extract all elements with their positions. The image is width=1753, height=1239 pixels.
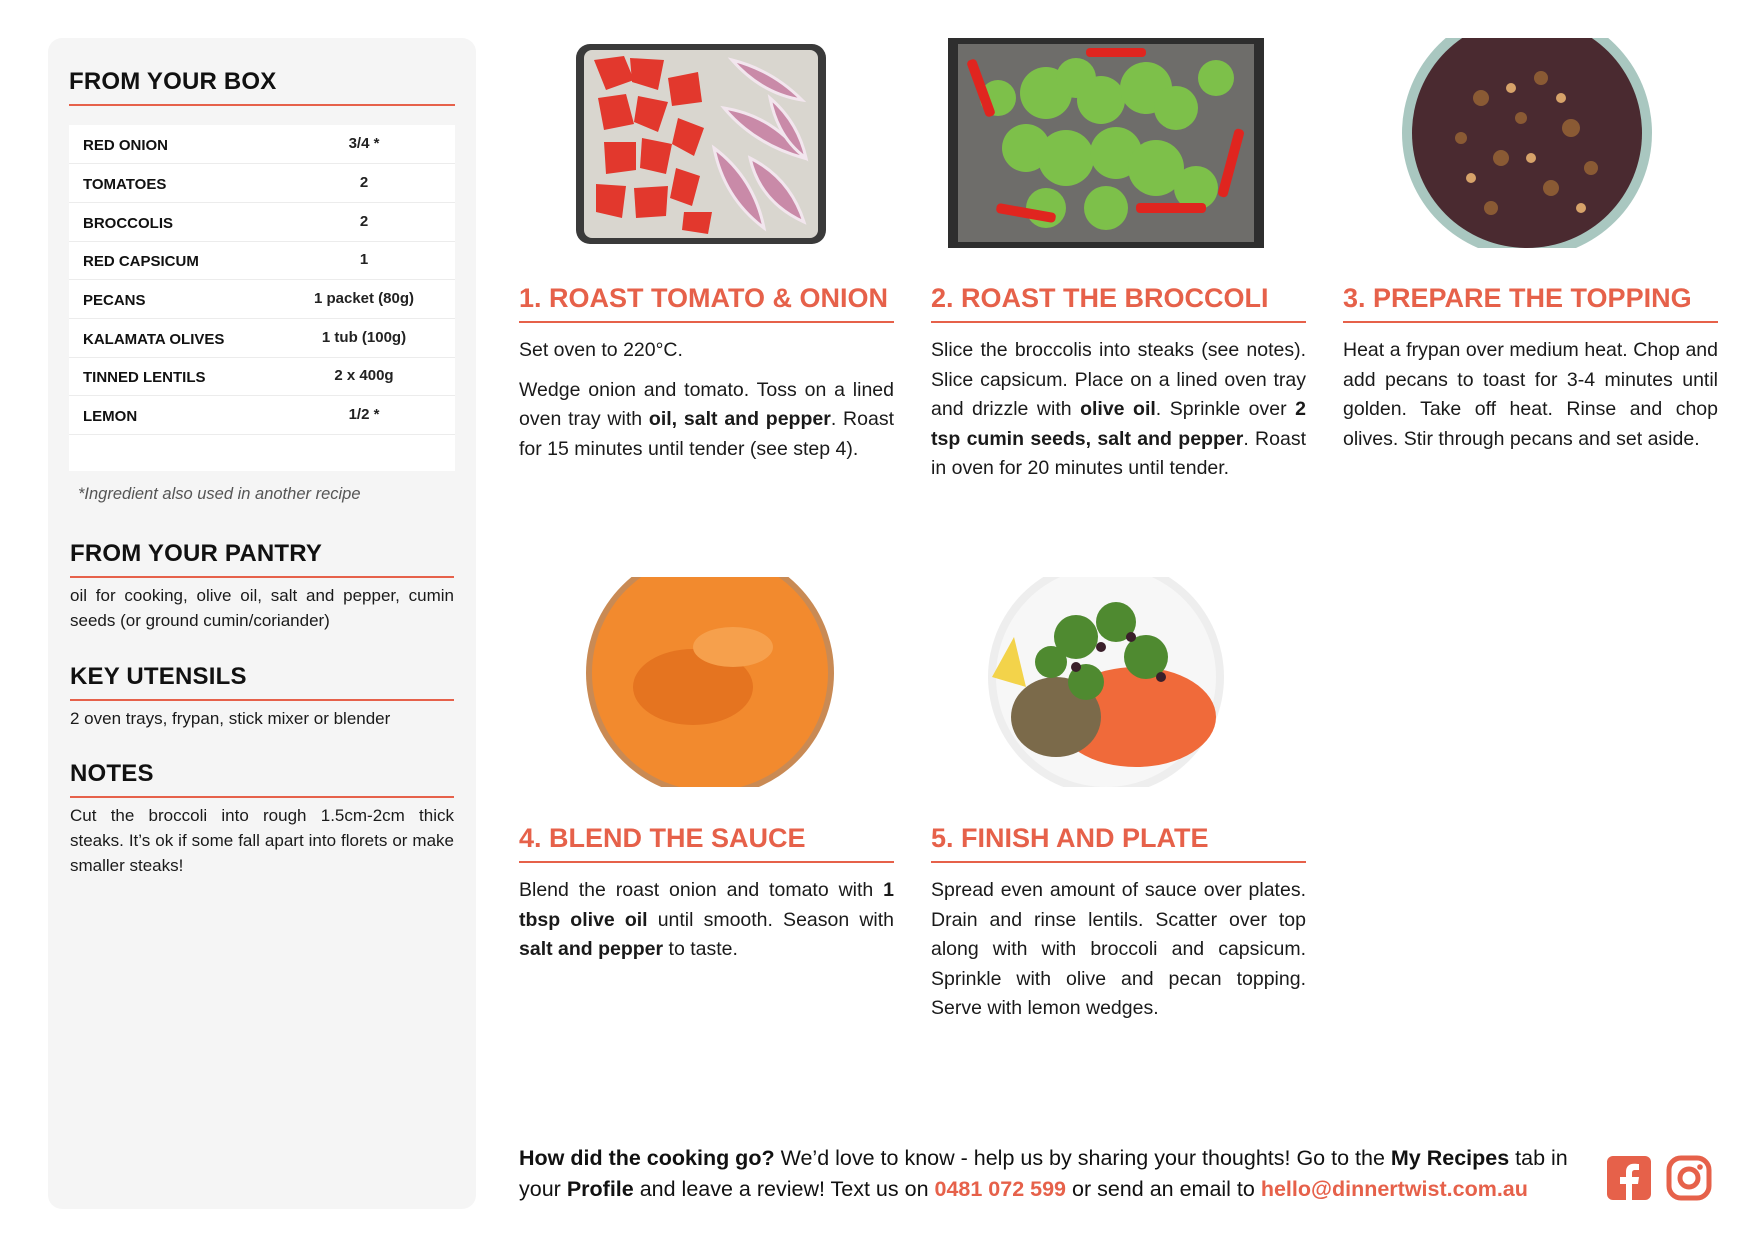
pantry-text: oil for cooking, olive oil, salt and pepper, cumin seeds (or ground cumin/coriander) — [70, 586, 454, 630]
ingredient-name: TINNED LENTILS — [83, 369, 206, 386]
ingredient-name: RED CAPSICUM — [83, 253, 199, 270]
step-2-body — [931, 336, 1306, 494]
email-link[interactable]: hello@dinnertwist.com.au — [1260, 1177, 1528, 1201]
step-3-title: 3. PREPARE THE TOPPING — [1343, 283, 1718, 323]
step-4-title: 4. BLEND THE SAUCE — [519, 823, 894, 863]
step-2-title: 2. ROAST THE BROCCOLI — [931, 283, 1306, 323]
ingredient-name: BROCCOLIS — [83, 215, 173, 232]
pantry-heading: FROM YOUR PANTRY — [70, 540, 454, 578]
step-1-text: Set oven to 220°C. — [519, 339, 683, 361]
feedback-footer: How did the cooking go? We’d love to know - help us by sharing your thoughts! Go to the My Recipes tab in your Profile and leave a review! Text us on 0481 072 599 or send an email to hello@dinnertwist.com.au — [519, 1146, 1568, 1201]
facebook-icon[interactable] — [1605, 1154, 1653, 1202]
ingredient-name: LEMON — [83, 408, 138, 425]
table-row — [69, 241, 455, 280]
blended-sauce-photo — [518, 577, 890, 787]
ingredient-qty: 3/4 * — [348, 135, 380, 152]
utensils-heading: KEY UTENSILS — [70, 663, 454, 701]
table-row — [69, 280, 455, 319]
step-3-body — [1343, 336, 1718, 464]
ingredient-qty: 1 — [359, 251, 369, 268]
phone-link[interactable]: 0481 072 599 — [934, 1177, 1067, 1201]
step-4-text: Blend the roast onion and tomato with 1 tbsp olive oil until smooth. Season with salt and pepper to taste. — [519, 879, 894, 960]
step-4-body — [519, 876, 894, 975]
table-row — [69, 357, 455, 396]
finished-plate-photo — [936, 577, 1308, 787]
profile-link[interactable]: Profile — [566, 1177, 634, 1201]
table-row — [69, 319, 455, 358]
step-5-body — [931, 876, 1306, 1034]
step-2-text: Slice the broccolis into steaks (see notes). Slice capsicum. Place on a lined oven tray and drizzle with olive oil. Sprinkle over 2 tsp cumin seeds, salt and pepper. Roast in oven for 20 minutes until tender. — [931, 339, 1306, 479]
roast-broccoli-photo — [936, 38, 1308, 248]
table-row — [69, 164, 455, 203]
my-recipes-link[interactable]: My Recipes — [1390, 1146, 1510, 1170]
ingredient-qty: 2 — [359, 213, 369, 230]
ingredient-qty: 1/2 * — [348, 406, 380, 423]
ingredient-qty: 1 packet (80g) — [313, 290, 415, 307]
ingredient-name: RED ONION — [83, 137, 169, 154]
step-1-text: Wedge onion and tomato. Toss on a lined oven tray with oil, salt and pepper. Roast for 15 minutes until tender (see step 4). — [519, 378, 895, 460]
ingredient-footnote: *Ingredient also used in another recipe — [78, 485, 361, 503]
table-row — [69, 396, 455, 435]
notes-heading: NOTES — [70, 760, 454, 798]
step-1-body — [519, 336, 894, 474]
step-5-title: 5. FINISH AND PLATE — [931, 823, 1306, 863]
pecan-olive-topping-photo — [1341, 38, 1713, 248]
ingredient-table — [69, 125, 455, 471]
roast-tomato-onion-photo — [518, 38, 890, 248]
ingredient-name: PECANS — [83, 292, 146, 309]
step-1-title: 1. ROAST TOMATO & ONION — [519, 283, 894, 323]
table-row — [69, 125, 455, 164]
from-your-box-heading: FROM YOUR BOX — [69, 68, 455, 106]
notes-text: Cut the broccoli into rough 1.5cm-2cm thick steaks. It’s ok if some fall apart into florets or make smaller steaks! — [70, 806, 454, 875]
feedback-question: How did the cooking go? — [519, 1146, 775, 1170]
ingredient-name: KALAMATA OLIVES — [83, 331, 225, 348]
ingredient-qty: 1 tub (100g) — [321, 329, 407, 346]
ingredient-qty: 2 x 400g — [334, 367, 394, 384]
step-3-text: Heat a frypan over medium heat. Chop and add pecans to toast for 3-4 minutes until golden. Take off heat. Rinse and chop olives. Stir through pecans and set aside. — [1343, 339, 1718, 450]
utensils-text: 2 oven trays, frypan, stick mixer or blender — [70, 709, 391, 728]
table-row — [69, 203, 455, 242]
instagram-icon[interactable] — [1665, 1154, 1713, 1202]
ingredient-qty: 2 — [359, 174, 369, 191]
ingredient-name: TOMATOES — [83, 176, 167, 193]
step-5-text: Spread even amount of sauce over plates. Drain and rinse lentils. Scatter over top along with with broccoli and capsicum. Sprinkle with olive and pecan topping. Serve with lemon wedges. — [931, 879, 1306, 1019]
